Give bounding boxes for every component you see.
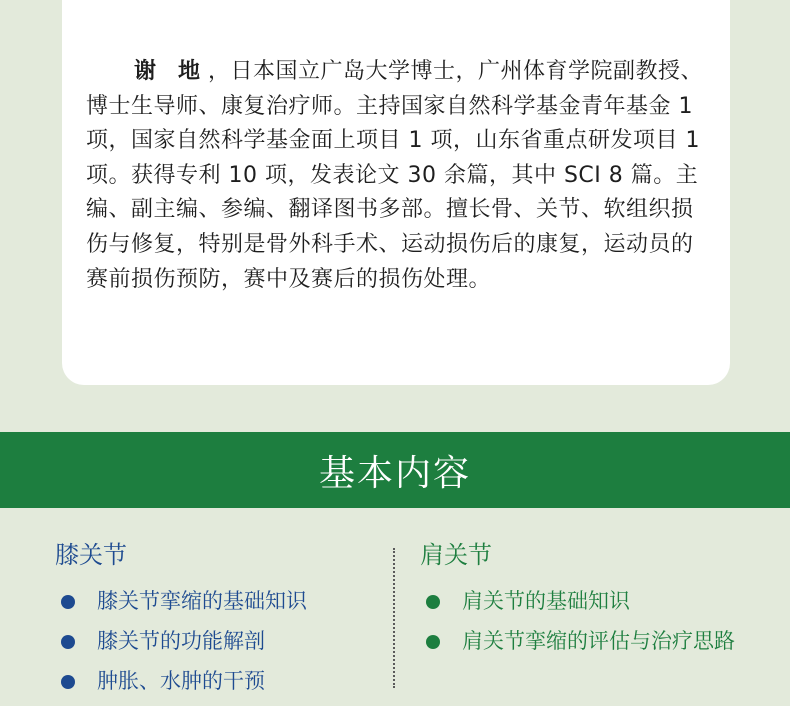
banner-title: 基本内容 (318, 452, 471, 494)
list-item (420, 586, 750, 617)
knee-list (55, 586, 375, 697)
list-item-label: 肿胀、水肿的干预 (97, 669, 265, 693)
column-divider (393, 548, 395, 688)
author-bio-text: ，日本国立广岛大学博士，广州体育学院副教授、博士生导师、康复治疗师。主持国家自然科学基金青年基金 1 项，国家自然科学基金面上项目 1 项，山东省重点研发项目 1 项。获得专利 10 项，发表论文 30 余篇，其中 SCI 8 篇。主编、副主编、参编、翻译图书多部。擅长骨、关节、软组织损伤与修复，特别是骨外科手术、运动损伤后的康复，运动员的赛前损伤预防，赛中及赛后的损伤处理。 (86, 59, 704, 292)
bullet-icon (61, 595, 75, 609)
list-item-label: 膝关节挛缩的基础知识 (97, 589, 307, 613)
list-item-label: 肩关节的基础知识 (462, 589, 630, 613)
author-bio-paragraph (86, 55, 710, 297)
list-item (55, 666, 375, 697)
list-item-label: 膝关节的功能解剖 (97, 629, 265, 653)
list-item-label: 肩关节挛缩的评估与治疗思路 (462, 629, 735, 653)
knee-title: 膝关节 (55, 541, 127, 569)
author-bio (86, 55, 710, 297)
bullet-icon (426, 635, 440, 649)
shoulder-list (420, 586, 750, 657)
bullet-icon (426, 595, 440, 609)
author-name: 谢地 (134, 59, 223, 84)
shoulder-column (420, 538, 750, 666)
list-item (420, 626, 750, 657)
bullet-icon (61, 635, 75, 649)
shoulder-title: 肩关节 (420, 541, 492, 569)
list-item (55, 586, 375, 617)
list-item (55, 626, 375, 657)
section-banner (0, 432, 790, 508)
knee-column (55, 538, 375, 706)
bullet-icon (61, 675, 75, 689)
